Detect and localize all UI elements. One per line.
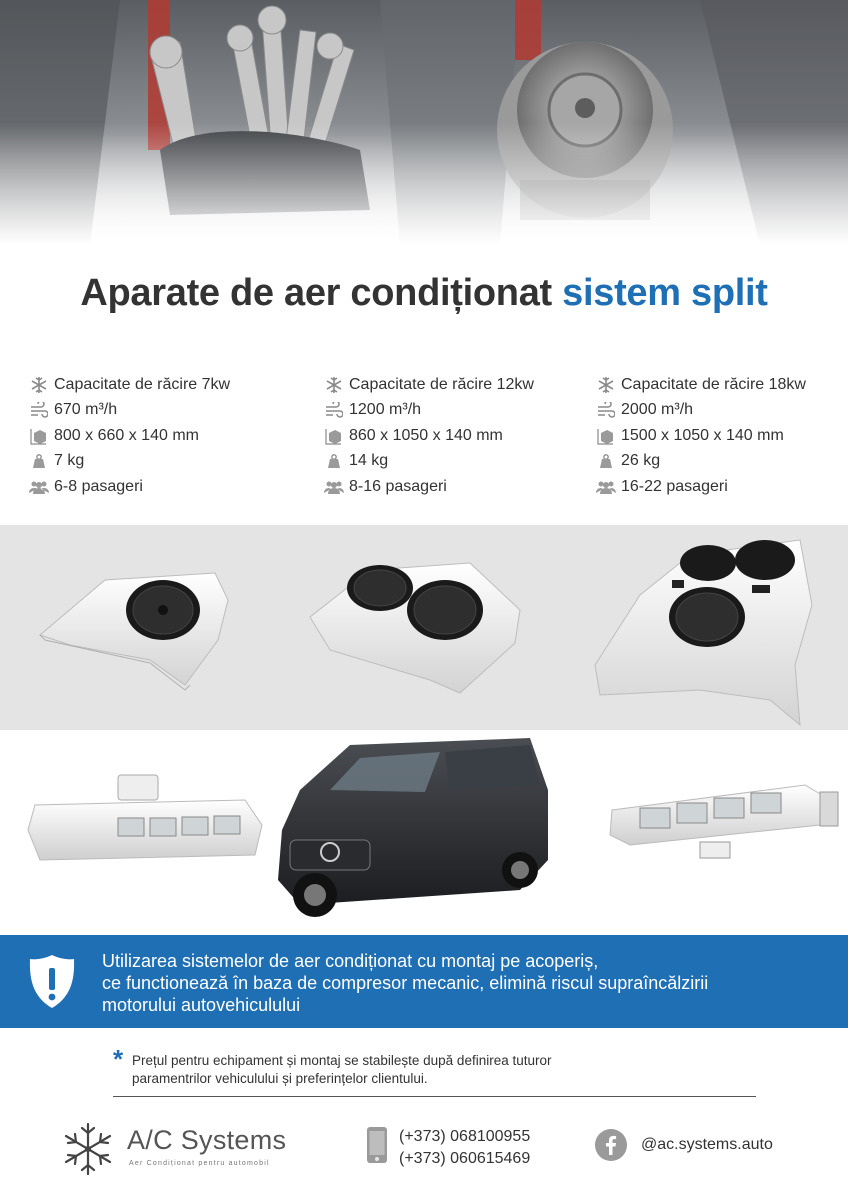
spec-weight: 26 kg — [595, 449, 806, 475]
spec-column-12kw — [323, 372, 534, 500]
spec-weight: 14 kg — [323, 449, 534, 475]
spec-airflow: 670 m³/h — [28, 398, 230, 424]
weight-icon — [595, 451, 617, 471]
spec-column-7kw — [28, 372, 230, 500]
footer — [0, 1112, 848, 1200]
evaporator-right-image — [610, 785, 838, 858]
spec-cooling: Capacitate de răcire 12kw — [323, 372, 534, 398]
weight-icon — [28, 451, 50, 471]
phone-link-2[interactable]: (+373) 060615469 — [399, 1150, 531, 1167]
spec-cooling: Capacitate de răcire 7kw — [28, 372, 230, 398]
box-dimensions-icon — [323, 426, 345, 446]
van-image — [278, 738, 548, 917]
spec-dimensions: 860 x 1050 x 140 mm — [323, 423, 534, 449]
airflow-icon — [595, 400, 617, 420]
evaporator-left-image — [28, 775, 262, 860]
info-text: Utilizarea sistemelor de aer condiționat cu montaj pe acoperiș, ce functionează în baza de compresor mecanic, elimină riscul supraîncălzirii motorului autovehiculului — [102, 951, 709, 1015]
evaporators-and-van — [0, 730, 848, 935]
snowflake-icon — [595, 375, 617, 395]
passengers-icon — [323, 477, 345, 497]
phone-link-1[interactable]: (+373) 068100955 — [399, 1128, 531, 1145]
snowflake-logo-icon — [63, 1122, 113, 1176]
spec-dimensions: 1500 x 1050 x 140 mm — [595, 423, 806, 449]
asterisk-marker: * — [113, 1044, 124, 1074]
snowflake-icon — [323, 375, 345, 395]
brand-name: A/C Systems — [127, 1125, 287, 1155]
box-dimensions-icon — [595, 426, 617, 446]
spec-passengers: 16-22 pasageri — [595, 474, 806, 500]
box-dimensions-icon — [28, 426, 50, 446]
spec-column-18kw — [595, 372, 806, 500]
roof-units-band — [0, 525, 848, 730]
roof-unit-18kw-image — [595, 540, 812, 725]
passengers-icon — [28, 477, 50, 497]
spec-dimensions: 800 x 660 x 140 mm — [28, 423, 230, 449]
roof-unit-12kw-image — [310, 563, 520, 693]
facebook-icon[interactable] — [595, 1129, 627, 1161]
weight-icon — [323, 451, 345, 471]
brand-tagline: Aer Condiționat pentru automobil — [129, 1160, 270, 1167]
spec-cooling: Capacitate de răcire 18kw — [595, 372, 806, 398]
divider — [113, 1096, 756, 1097]
airflow-icon — [28, 400, 50, 420]
spec-weight: 7 kg — [28, 449, 230, 475]
phone-numbers — [399, 1126, 530, 1170]
info-banner — [0, 935, 848, 1028]
page-title — [0, 272, 848, 315]
hero-photo — [0, 0, 848, 245]
airflow-icon — [323, 400, 345, 420]
spec-airflow: 2000 m³/h — [595, 398, 806, 424]
passengers-icon — [595, 477, 617, 497]
specs-table — [0, 372, 848, 512]
title-accent: sistem split — [562, 272, 768, 314]
exclamation-icon — [27, 953, 77, 1010]
facebook-handle-link[interactable]: @ac.systems.auto — [641, 1136, 773, 1153]
spec-passengers: 6-8 pasageri — [28, 474, 230, 500]
phone-icon — [366, 1126, 388, 1164]
spec-airflow: 1200 m³/h — [323, 398, 534, 424]
title-main: Aparate de aer condiționat — [80, 272, 552, 314]
spec-passengers: 8-16 pasageri — [323, 474, 534, 500]
snowflake-icon — [28, 375, 50, 395]
roof-unit-7kw-image — [40, 573, 228, 690]
